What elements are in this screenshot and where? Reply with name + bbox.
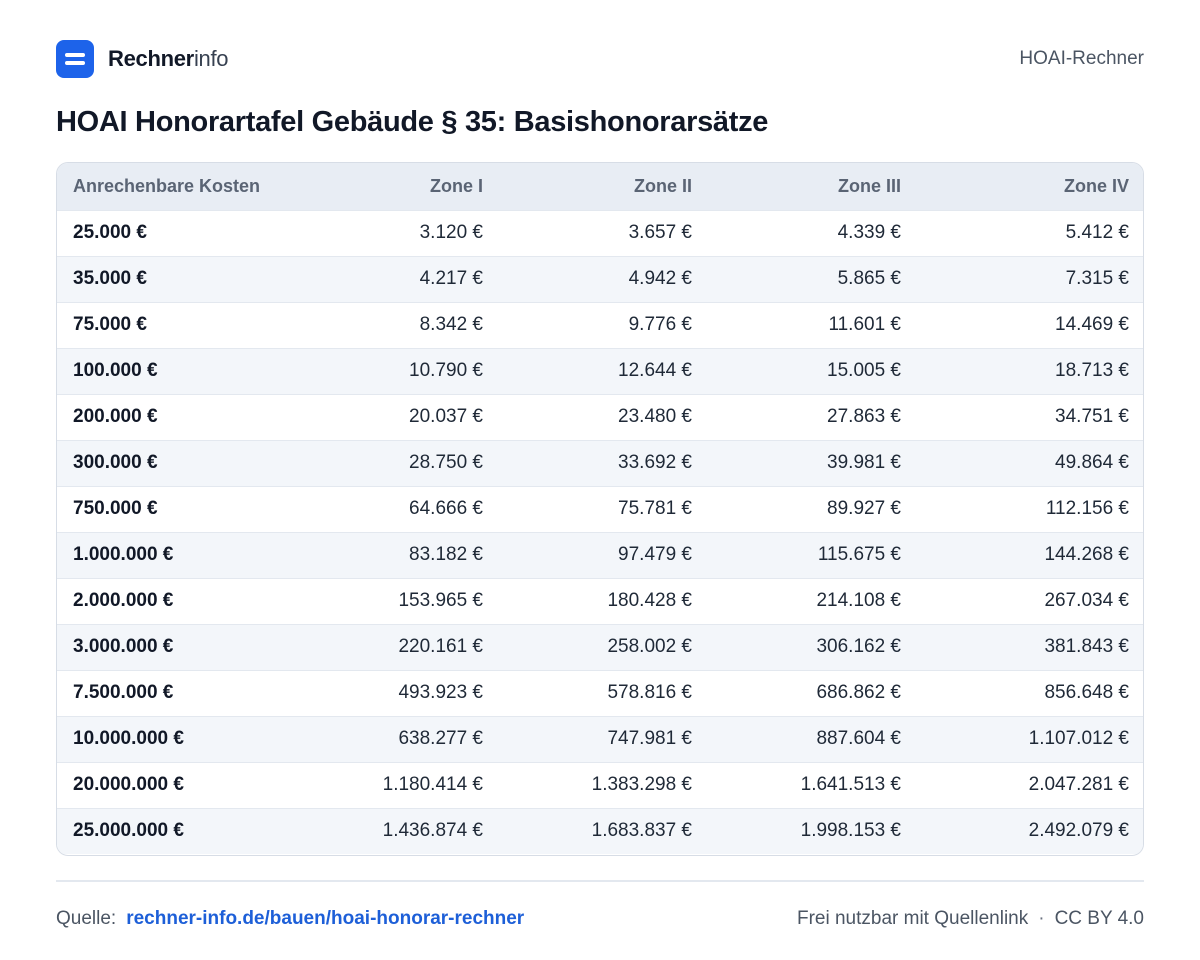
brand-logo[interactable] <box>56 40 228 78</box>
zone-2-cell: 12.644 € <box>499 348 708 394</box>
zone-1-cell: 64.666 € <box>290 486 499 532</box>
table-row <box>57 486 1144 532</box>
zone-2-cell: 3.657 € <box>499 210 708 256</box>
zone-3-cell: 15.005 € <box>708 348 917 394</box>
license-name: CC BY 4.0 <box>1054 908 1144 929</box>
cost-cell: 750.000 € <box>57 486 290 532</box>
column-header-zone-2: Zone II <box>499 163 708 210</box>
source-label: Quelle: <box>56 908 117 929</box>
zone-4-cell: 112.156 € <box>917 486 1144 532</box>
cost-cell: 7.500.000 € <box>57 670 290 716</box>
table-row <box>57 624 1144 670</box>
zone-1-cell: 8.342 € <box>290 302 499 348</box>
zone-3-cell: 39.981 € <box>708 440 917 486</box>
zone-1-cell: 153.965 € <box>290 578 499 624</box>
zone-3-cell: 887.604 € <box>708 716 917 762</box>
table-row <box>57 348 1144 394</box>
license-text: Frei nutzbar mit Quellenlink <box>796 908 1029 929</box>
zone-1-cell: 220.161 € <box>290 624 499 670</box>
zone-2-cell: 9.776 € <box>499 302 708 348</box>
zone-3-cell: 214.108 € <box>708 578 917 624</box>
column-header-zone-3: Zone III <box>708 163 917 210</box>
zone-3-cell: 115.675 € <box>708 532 917 578</box>
zone-1-cell: 1.180.414 € <box>290 762 499 808</box>
zone-1-cell: 28.750 € <box>290 440 499 486</box>
zone-2-cell: 1.383.298 € <box>499 762 708 808</box>
column-header-cost: Anrechenbare Kosten <box>57 163 290 210</box>
zone-4-cell: 144.268 € <box>917 532 1144 578</box>
cost-cell: 3.000.000 € <box>57 624 290 670</box>
cost-cell: 2.000.000 € <box>57 578 290 624</box>
cost-cell: 25.000.000 € <box>57 808 290 854</box>
column-header-zone-4: Zone IV <box>917 163 1144 210</box>
zone-2-cell: 747.981 € <box>499 716 708 762</box>
zone-2-cell: 23.480 € <box>499 394 708 440</box>
brand-name-light: info <box>193 46 229 71</box>
zone-2-cell: 1.683.837 € <box>499 808 708 854</box>
zone-4-cell: 856.648 € <box>917 670 1144 716</box>
zone-1-cell: 4.217 € <box>290 256 499 302</box>
table-row <box>57 210 1144 256</box>
brand-name-strong: Rechner <box>108 46 194 71</box>
zone-1-cell: 83.182 € <box>290 532 499 578</box>
zone-1-cell: 493.923 € <box>290 670 499 716</box>
zone-3-cell: 27.863 € <box>708 394 917 440</box>
cost-cell: 1.000.000 € <box>57 532 290 578</box>
table-row <box>57 762 1144 808</box>
hoai-rechner-link[interactable]: HOAI-Rechner <box>1019 48 1144 69</box>
zone-4-cell: 34.751 € <box>917 394 1144 440</box>
table-header-row <box>57 163 1144 210</box>
zone-2-cell: 75.781 € <box>499 486 708 532</box>
license-info <box>797 908 1144 930</box>
zone-3-cell: 306.162 € <box>708 624 917 670</box>
zone-4-cell: 267.034 € <box>917 578 1144 624</box>
table-row <box>57 808 1144 854</box>
zone-2-cell: 578.816 € <box>499 670 708 716</box>
cost-cell: 35.000 € <box>57 256 290 302</box>
logo-icon <box>56 40 94 78</box>
page-header <box>56 40 1144 78</box>
zone-3-cell: 1.641.513 € <box>708 762 917 808</box>
cost-cell: 200.000 € <box>57 394 290 440</box>
table-row <box>57 256 1144 302</box>
zone-1-cell: 638.277 € <box>290 716 499 762</box>
zone-4-cell: 2.047.281 € <box>917 762 1144 808</box>
zone-4-cell: 18.713 € <box>917 348 1144 394</box>
fee-table-container <box>56 162 1144 856</box>
source-link[interactable]: rechner-info.de/bauen/hoai-honorar-rechner <box>126 908 525 929</box>
license-separator: · <box>1038 908 1045 929</box>
zone-2-cell: 258.002 € <box>499 624 708 670</box>
zone-2-cell: 4.942 € <box>499 256 708 302</box>
table-row <box>57 532 1144 578</box>
zone-3-cell: 5.865 € <box>708 256 917 302</box>
zone-3-cell: 4.339 € <box>708 210 917 256</box>
cost-cell: 300.000 € <box>57 440 290 486</box>
zone-1-cell: 20.037 € <box>290 394 499 440</box>
fee-table <box>57 163 1144 854</box>
zone-4-cell: 2.492.079 € <box>917 808 1144 854</box>
zone-1-cell: 10.790 € <box>290 348 499 394</box>
source-info <box>56 908 524 930</box>
zone-3-cell: 686.862 € <box>708 670 917 716</box>
table-body <box>57 210 1144 854</box>
zone-2-cell: 97.479 € <box>499 532 708 578</box>
cost-cell: 10.000.000 € <box>57 716 290 762</box>
zone-4-cell: 7.315 € <box>917 256 1144 302</box>
page-footer <box>56 904 1144 934</box>
cost-cell: 75.000 € <box>57 302 290 348</box>
zone-1-cell: 3.120 € <box>290 210 499 256</box>
zone-4-cell: 14.469 € <box>917 302 1144 348</box>
table-row <box>57 394 1144 440</box>
table-row <box>57 670 1144 716</box>
zone-3-cell: 89.927 € <box>708 486 917 532</box>
cost-cell: 25.000 € <box>57 210 290 256</box>
cost-cell: 100.000 € <box>57 348 290 394</box>
zone-3-cell: 11.601 € <box>708 302 917 348</box>
column-header-zone-1: Zone I <box>290 163 499 210</box>
table-row <box>57 302 1144 348</box>
cost-cell: 20.000.000 € <box>57 762 290 808</box>
zone-3-cell: 1.998.153 € <box>708 808 917 854</box>
zone-4-cell: 1.107.012 € <box>917 716 1144 762</box>
table-row <box>57 578 1144 624</box>
page-title: HOAI Honorartafel Gebäude § 35: Basishonorarsätze <box>56 106 769 138</box>
zone-1-cell: 1.436.874 € <box>290 808 499 854</box>
brand-name <box>108 46 228 72</box>
table-row <box>57 716 1144 762</box>
zone-2-cell: 33.692 € <box>499 440 708 486</box>
zone-2-cell: 180.428 € <box>499 578 708 624</box>
zone-4-cell: 381.843 € <box>917 624 1144 670</box>
table-row <box>57 440 1144 486</box>
zone-4-cell: 5.412 € <box>917 210 1144 256</box>
footer-divider <box>56 880 1144 882</box>
zone-4-cell: 49.864 € <box>917 440 1144 486</box>
